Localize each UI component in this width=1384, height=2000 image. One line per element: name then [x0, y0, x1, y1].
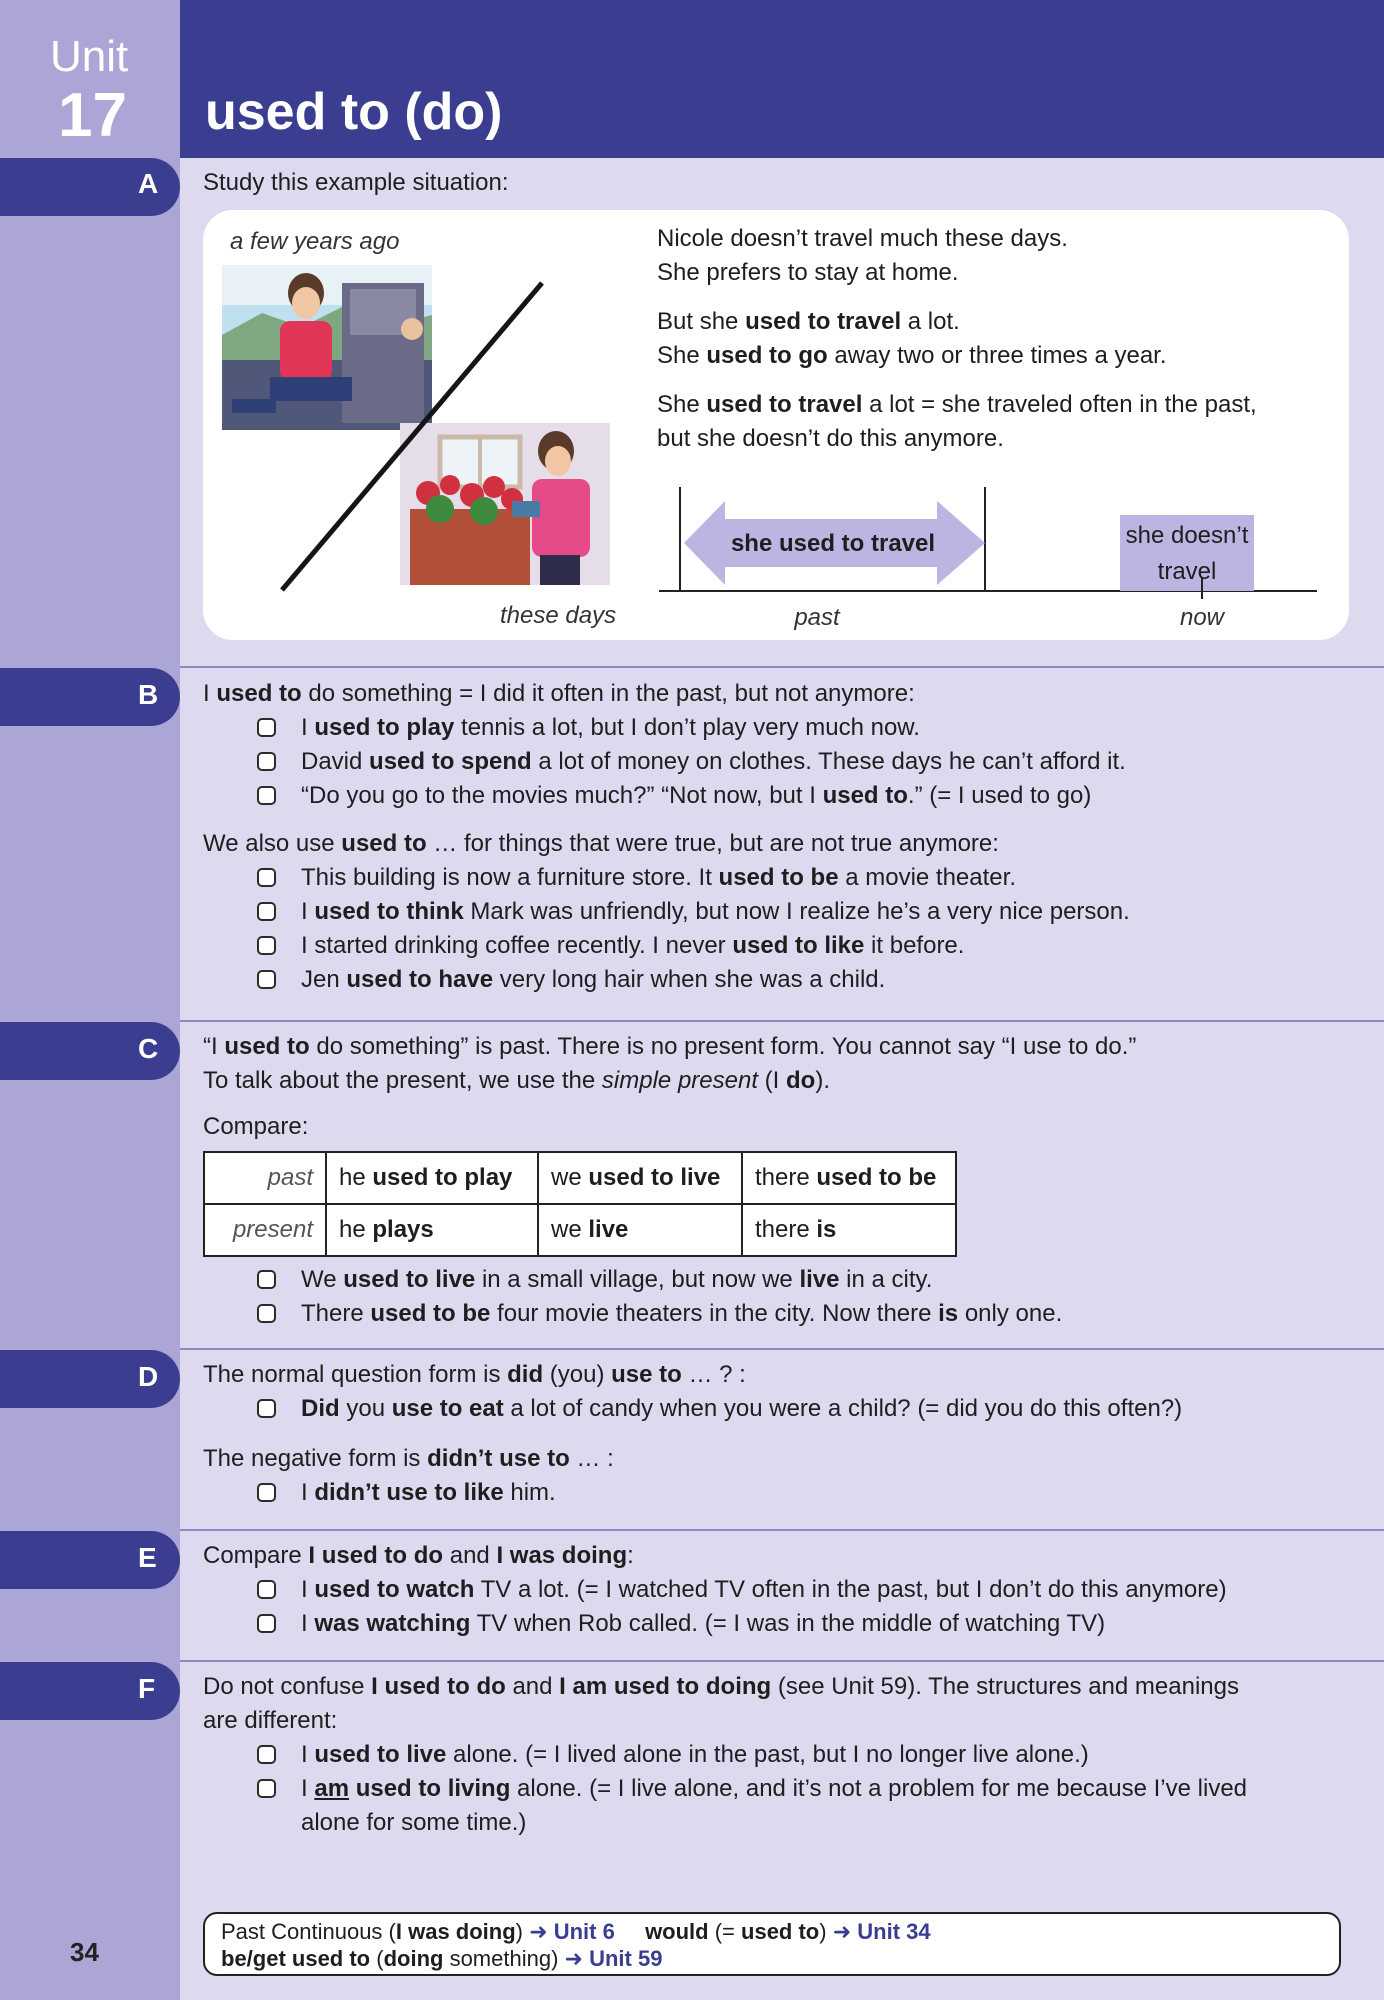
situation-line: She used to travel a lot = she traveled often in the past, [657, 391, 1257, 418]
example-sentence: “Do you go to the movies much?” “Not now, but I used to.” (= I used to go) [203, 779, 1333, 813]
table-cell: we used to live [538, 1152, 742, 1204]
example-sentence: This building is now a furniture store. It used to be a movie theater. [203, 861, 1333, 895]
arrow-icon: ➜ [564, 1946, 583, 1971]
section-e-line: Compare I used to do and I was doing: [203, 1542, 634, 1569]
table-cell: he plays [326, 1204, 538, 1256]
example-sentence: Jen used to have very long hair when she was a child. [203, 963, 1333, 997]
unit-label: Unit [50, 32, 129, 81]
section-b-content [203, 677, 1333, 997]
section-letter-f: F [138, 1673, 156, 1704]
table-row [204, 1204, 956, 1256]
table-row [204, 1152, 956, 1204]
section-f-line: are different: [203, 1707, 338, 1734]
timeline-now-label: now [1179, 604, 1225, 631]
example-sentence: I was watching TV when Rob called. (= I was in the middle of watching TV) [203, 1607, 1333, 1641]
example-sentence: We used to live in a small village, but now we live in a city. [203, 1263, 1333, 1297]
example-sentence: I used to play tennis a lot, but I don’t play very much now. [203, 711, 1333, 745]
section-f-content [203, 1670, 1333, 1840]
timeline-past-label: past [794, 604, 840, 631]
caption-after: these days [500, 602, 617, 629]
timeline-diagram [657, 485, 1337, 635]
unit-59-link[interactable]: Unit 59 [589, 1946, 663, 1971]
unit-6-link[interactable]: Unit 6 [553, 1919, 615, 1944]
situation-line: but she doesn’t do this anymore. [657, 425, 1004, 452]
situation-line: Nicole doesn’t travel much these days. [657, 225, 1068, 252]
arrow-icon: ➜ [832, 1919, 852, 1944]
section-letter-c: C [138, 1033, 159, 1064]
situation-text [657, 222, 1337, 471]
situation-line: She prefers to stay at home. [657, 259, 959, 286]
page-number: 34 [70, 1937, 99, 1967]
example-sentence: Did you use to eat a lot of candy when you were a child? (= did you do this often?) [203, 1392, 1333, 1426]
example-sentence: David used to spend a lot of money on clothes. These days he can’t afford it. [203, 745, 1333, 779]
example-sentence: I didn’t use to like him. [203, 1476, 1333, 1510]
example-sentence: I am used to living alone. (= I live alone, and it’s not a problem for me because I’ve lived alone for some time.) [203, 1772, 1301, 1840]
section-divider [180, 1020, 1384, 1022]
now-box-label-line2: travel [1157, 558, 1217, 585]
example-sentence: I used to live alone. (= I lived alone in the past, but I no longer live alone.) [203, 1738, 1333, 1772]
now-box-label-line1: she doesn’t [1125, 522, 1249, 549]
section-f-line: Do not confuse I used to do and I am used to doing (see Unit 59). The structures and meanings [203, 1673, 1239, 1700]
section-divider [180, 1348, 1384, 1350]
section-b-intro: I used to do something = I did it often in the past, but not anymore: [203, 680, 915, 707]
unit-number: 17 [58, 81, 127, 150]
compare-label: Compare: [203, 1113, 309, 1140]
page-title: used to (do) [205, 83, 503, 141]
section-c-line: “I used to do something” is past. There is no present form. You cannot say “I use to do.” [203, 1033, 1137, 1060]
section-c-line: To talk about the present, we use the simple present (I do). [203, 1067, 830, 1094]
situation-illustration [222, 265, 622, 595]
table-cell: present [204, 1204, 326, 1256]
compare-table [203, 1151, 957, 1257]
unit-box [0, 0, 180, 158]
situation-line: She used to go away two or three times a year. [657, 342, 1167, 369]
section-letter-a: A [138, 168, 159, 199]
example-sentence: I used to watch TV a lot. (= I watched TV often in the past, but I don’t do this anymore) [203, 1573, 1333, 1607]
section-letter-b: B [138, 679, 159, 710]
past-arrow-label: she used to travel [730, 530, 936, 557]
section-divider [180, 666, 1384, 668]
arrow-icon: ➜ [529, 1919, 548, 1944]
section-divider [180, 1660, 1384, 1662]
table-cell: there used to be [742, 1152, 956, 1204]
situation-line: But she used to travel a lot. [657, 308, 960, 335]
section-d-line: The normal question form is did (you) use to … ? : [203, 1361, 746, 1388]
section-c-content [203, 1030, 1333, 1144]
section-c-examples [203, 1263, 1333, 1331]
section-e-content [203, 1539, 1333, 1641]
section-d-line: The negative form is didn’t use to … : [203, 1445, 614, 1472]
cross-reference-line: be/get used to (doing something) ➜ Unit 59 [221, 1946, 663, 1971]
section-d-content [203, 1358, 1333, 1510]
cross-reference-line: Past Continuous (I was doing) ➜ Unit 6 would (= used to) ➜ Unit 34 [221, 1919, 931, 1944]
cross-reference-box [203, 1912, 1341, 1976]
example-sentence: I started drinking coffee recently. I never used to like it before. [203, 929, 1333, 963]
table-cell: we live [538, 1204, 742, 1256]
example-sentence: I used to think Mark was unfriendly, but now I realize he’s a very nice person. [203, 895, 1333, 929]
example-sentence: There used to be four movie theaters in the city. Now there is only one. [203, 1297, 1333, 1331]
table-cell: he used to play [326, 1152, 538, 1204]
caption-before: a few years ago [230, 228, 400, 255]
section-letter-d: D [138, 1361, 159, 1392]
table-cell: past [204, 1152, 326, 1204]
section-letter-e: E [138, 1542, 157, 1573]
section-b-intro-2: We also use used to … for things that were true, but are not true anymore: [203, 830, 999, 857]
unit-34-link[interactable]: Unit 34 [857, 1919, 931, 1944]
section-a-intro: Study this example situation: [203, 169, 509, 196]
section-divider [180, 1529, 1384, 1531]
table-cell: there is [742, 1204, 956, 1256]
travel-picture [222, 265, 432, 430]
home-picture [400, 423, 610, 585]
